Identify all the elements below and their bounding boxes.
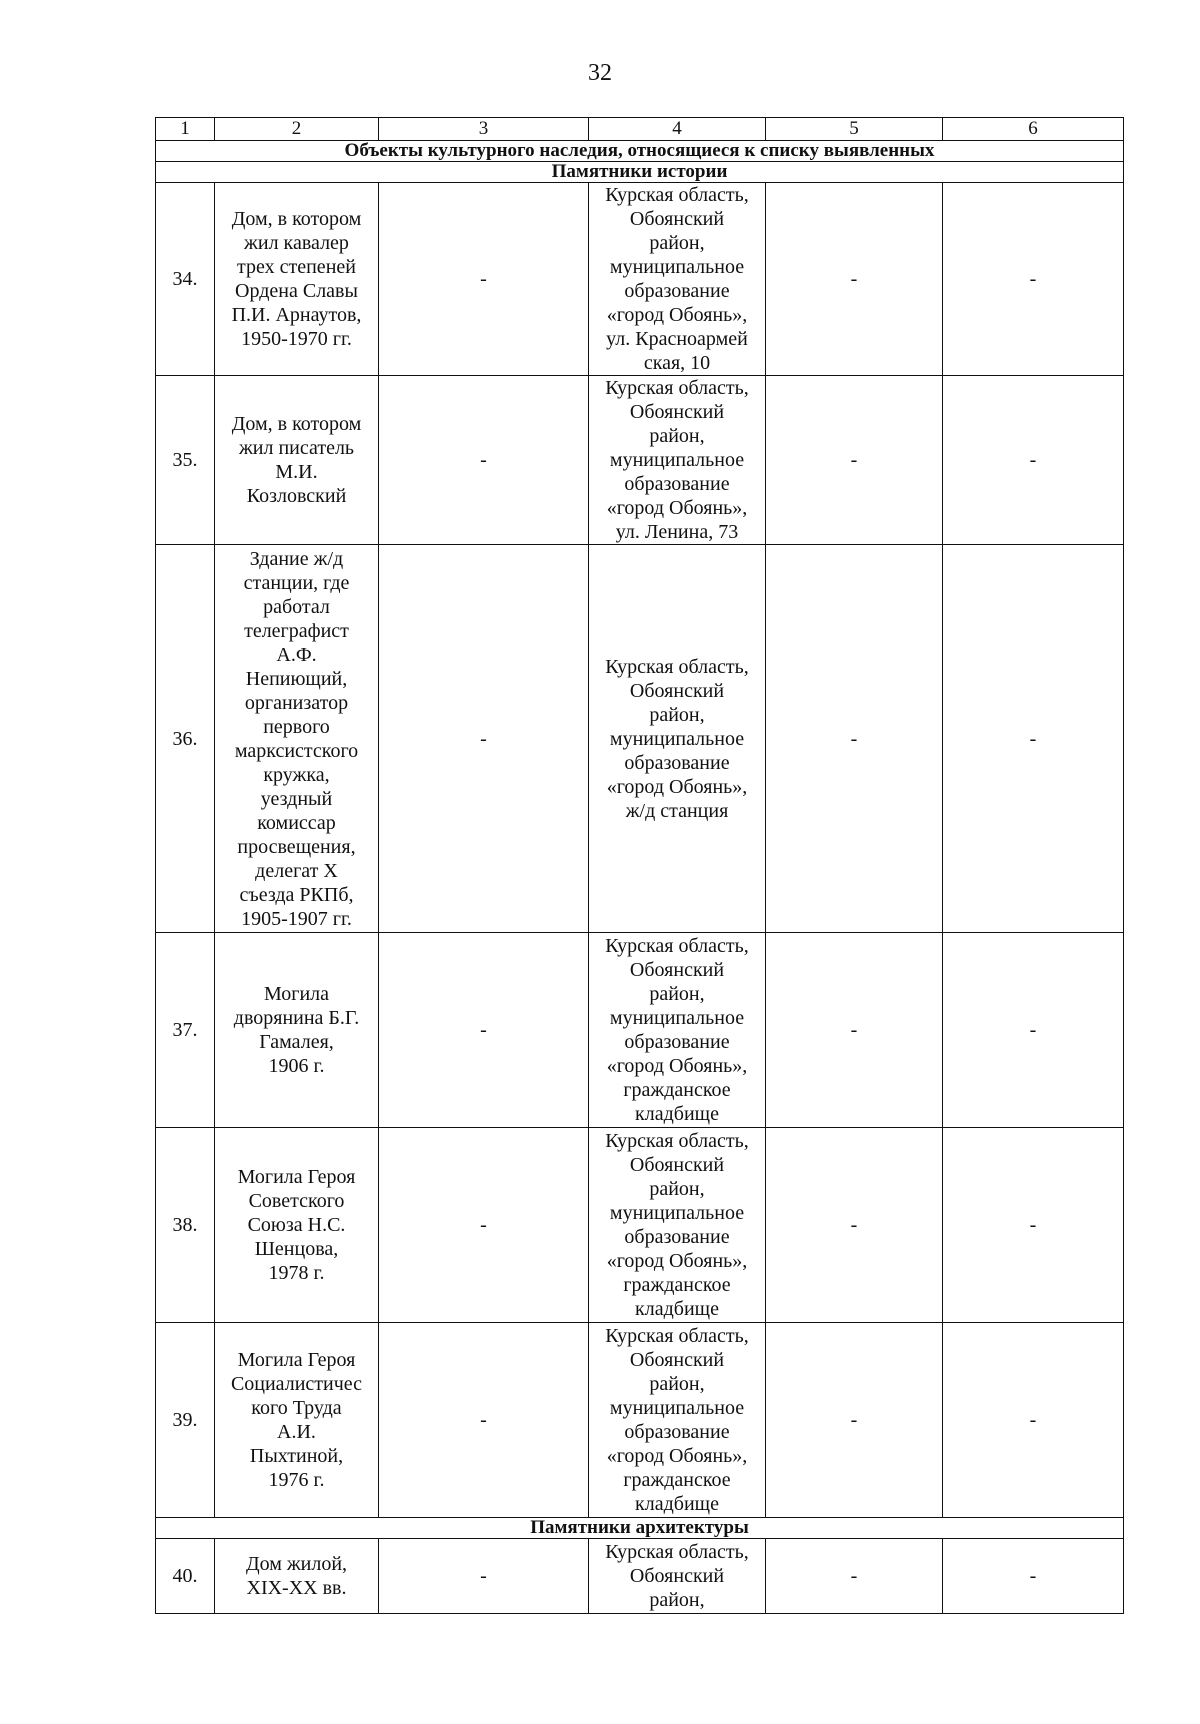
column-number-cell: 3 [379,118,589,141]
column-3-cell: - [379,1323,589,1518]
address: Курская область, Обоянский район, муниципальное образование «город Обоянь», ул. Красноармей ская, 10 [605,184,749,374]
section-history-heading: Памятники истории [156,162,1124,183]
column-3-cell: - [379,1128,589,1323]
column-6-cell: - [943,183,1124,376]
row-number-cell: 35. [156,376,215,545]
address-cell [589,376,766,545]
heritage-registry-table [155,117,1124,1614]
row-number-cell: 37. [156,933,215,1128]
address: Курская область, Обоянский район, муниципальное образование «город Обоянь», гражданское кладбище [605,1325,749,1515]
object-name-cell [215,545,379,933]
column-3-cell: - [379,1539,589,1614]
address: Курская область, Обоянский район, [605,1541,749,1611]
object-name-cell [215,183,379,376]
column-6-cell: - [943,545,1124,933]
column-5-cell: - [766,376,943,545]
object-name: Здание ж/д станции, где работал телеграфист А.Ф. Непиющий, организатор первого марксистского кружка, уездный комиссар просвещения, делегат X съезда РКПб, 1905-1907 гг. [234,547,359,930]
column-5-cell: - [766,545,943,933]
section-architecture-heading: Памятники архитектуры [156,1518,1124,1539]
address: Курская область, Обоянский район, муниципальное образование «город Обоянь», гражданское кладбище [605,1130,749,1320]
table-row [156,1323,1124,1518]
table-row [156,183,1124,376]
column-number-cell: 6 [943,118,1124,141]
address: Курская область, Обоянский район, муниципальное образование «город Обоянь», ул. Ленина, 73 [605,377,749,543]
column-5-cell: - [766,1323,943,1518]
object-name-cell [215,1128,379,1323]
column-5-cell: - [766,183,943,376]
object-name-cell [215,376,379,545]
column-numbers-row [156,118,1124,141]
object-name: Дом, в котором жил кавалер трех степеней Ордена Славы П.И. Арнаутов, 1950-1970 гг. [231,208,362,350]
object-name-cell [215,1323,379,1518]
row-number-cell: 40. [156,1539,215,1614]
address: Курская область, Обоянский район, муниципальное образование «город Обоянь», ж/д станция [605,655,749,822]
table-row [156,1128,1124,1323]
column-3-cell: - [379,545,589,933]
column-6-cell: - [943,376,1124,545]
address-cell [589,545,766,933]
section-heading-row [156,1518,1124,1539]
page-number: 32 [588,60,612,86]
column-6-cell: - [943,1539,1124,1614]
column-number-cell: 1 [156,118,215,141]
address-cell [589,1539,766,1614]
address-cell [589,1323,766,1518]
table-row [156,933,1124,1128]
object-name: Могила Героя Советского Союза Н.С. Шенцова, 1978 г. [237,1166,356,1284]
table-row [156,1539,1124,1614]
section-heading-row [156,141,1124,162]
address-cell [589,183,766,376]
object-name: Могила дворянина Б.Г. Гамалея, 1906 г. [233,983,360,1077]
address-cell [589,933,766,1128]
column-5-cell: - [766,933,943,1128]
row-number-cell: 36. [156,545,215,933]
column-number-cell: 4 [589,118,766,141]
column-6-cell: - [943,933,1124,1128]
table-row [156,545,1124,933]
row-number-cell: 38. [156,1128,215,1323]
address-cell [589,1128,766,1323]
object-name-cell [215,933,379,1128]
object-name-cell [215,1539,379,1614]
column-number-cell: 5 [766,118,943,141]
section-main-heading: Объекты культурного наследия, относящиеся к списку выявленных [156,141,1124,162]
column-5-cell: - [766,1128,943,1323]
column-6-cell: - [943,1128,1124,1323]
table-row [156,376,1124,545]
column-6-cell: - [943,1323,1124,1518]
object-name: Дом, в котором жил писатель М.И. Козловский [231,413,362,507]
row-number-cell: 39. [156,1323,215,1518]
column-5-cell: - [766,1539,943,1614]
column-3-cell: - [379,933,589,1128]
object-name: Могила Героя Социалистичес кого Труда А.И. Пыхтиной, 1976 г. [230,1349,363,1491]
address: Курская область, Обоянский район, муниципальное образование «город Обоянь», гражданское кладбище [605,935,749,1125]
row-number-cell: 34. [156,183,215,376]
object-name: Дом жилой, XIX-XX вв. [245,1553,348,1599]
section-heading-row [156,162,1124,183]
column-3-cell: - [379,183,589,376]
column-3-cell: - [379,376,589,545]
column-number-cell: 2 [215,118,379,141]
